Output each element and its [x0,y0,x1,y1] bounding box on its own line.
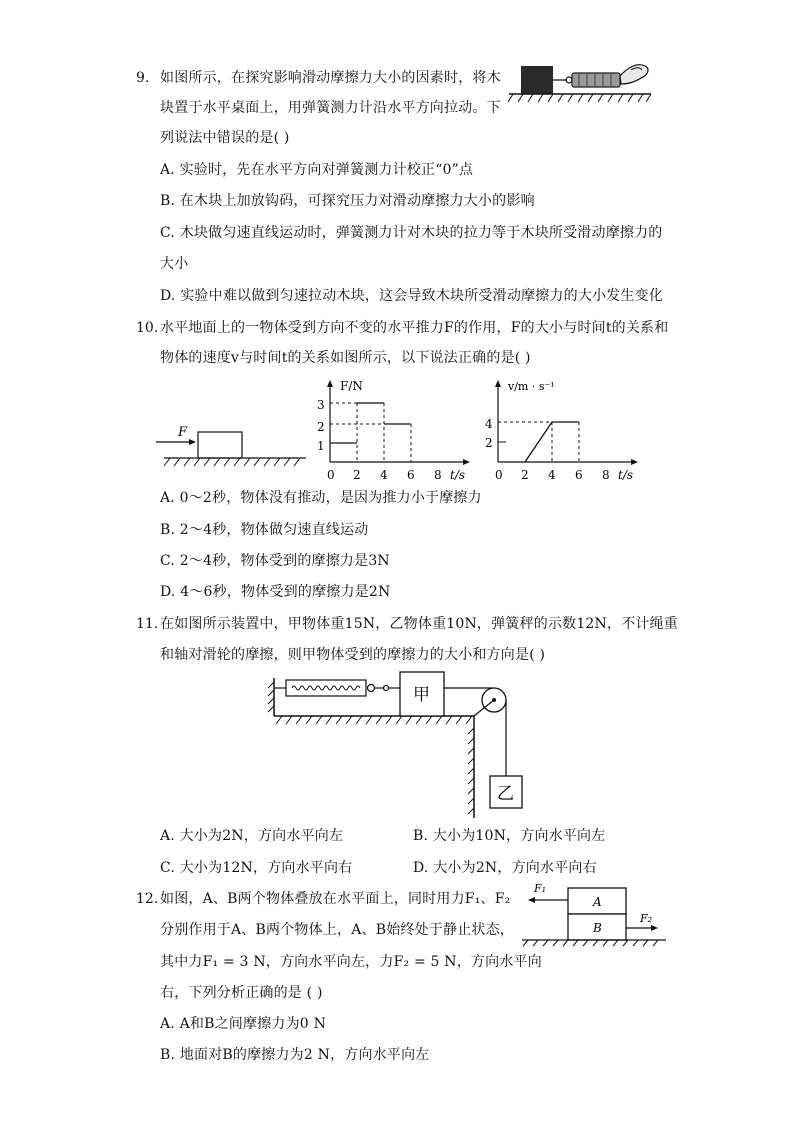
g1-xtick-2: 2 [353,468,361,482]
q10-option-c: C. 2～4秒，物体受到的摩擦力是3N [160,553,390,569]
q9-number: 9. [136,70,150,86]
q11-option-b: B. 大小为10N，方向水平向左 [413,828,606,844]
table-hatch [508,94,651,102]
label-f1: F₁ [534,882,547,895]
g1-ytick-1: 1 [317,439,325,453]
hand-icon [620,65,648,84]
q10-stem-line-1: 水平地面上的一物体受到方向不变的水平推力F的作用，F的大小与时间t的关系和 [160,320,669,336]
g1-xlabel: t/s [450,468,466,482]
g1-force-curve [330,403,411,443]
q9-figure [505,58,655,108]
q9-stem-line-1: 如图所示，在探究影响滑动摩擦力大小的因素时，将木 [160,70,501,86]
g1-ytick-3: 3 [317,398,325,412]
q11-option-d: D. 大小为2N，方向水平向右 [413,860,597,876]
q11-stem-line-1: 在如图所示装置中，甲物体重15N，乙物体重10N，弹簧秤的示数12N，不计绳重 [160,616,678,632]
q12-stem-line-1: 如图，A、B两个物体叠放在水平面上，同时用力F₁、F₂ [160,891,511,907]
q10-force-label: F [178,425,188,440]
label-b: B [593,921,602,935]
q12-stem-line-4: 右，下列分析正确的是 ( ) [160,985,323,1001]
q11-option-c: C. 大小为12N，方向水平向右 [160,860,353,876]
q12-option-a: A. A和B之间摩擦力为0 N [160,1016,327,1032]
g2-xtick-4: 4 [548,468,556,482]
q10-block-figure [150,418,310,474]
q11-number: 11. [136,616,159,632]
g1-xtick-8: 8 [434,468,442,482]
q10-option-b: B. 2～4秒，物体做匀速直线运动 [160,522,369,538]
q12-option-b: B. 地面对B的摩擦力为2 N，方向水平向左 [160,1047,430,1063]
label-a: A [593,895,602,909]
q12-stem-line-2: 分别作用于A、B两个物体上，A、B始终处于静止状态， [160,922,514,938]
g1-ylabel: F/N [340,379,363,393]
q10-stem-line-2: 物体的速度v与时间t的关系如图所示，以下说法正确的是( ) [160,350,531,366]
q12-stem-line-3: 其中力F₁ = 3 N，方向水平向左，力F₂ = 5 N，方向水平向 [160,954,542,970]
q11-option-a: A. 大小为2N，方向水平向左 [160,828,344,844]
g2-xtick-0: 0 [495,468,503,482]
q11-stem-line-2: 和轴对滑轮的摩擦，则甲物体受到的摩擦力的大小和方向是( ) [160,647,546,663]
g2-xtick-2: 2 [521,468,529,482]
q11-spring-scale [286,680,366,696]
g2-ytick-2: 2 [485,436,493,450]
label-yi: 乙 [497,784,514,804]
q9-stem-line-2: 块置于水平桌面上，用弹簧测力计沿水平方向拉动。下 [160,100,501,116]
g2-ytick-4: 4 [485,417,493,431]
q12-figure [520,878,670,948]
g2-ylabel: v/m · s⁻¹ [508,380,555,393]
q10-force-time-graph [310,378,480,488]
q9-option-c-cont: 大小 [160,256,189,272]
g1-xtick-4: 4 [380,468,388,482]
q11-figure [262,668,532,820]
q10-number: 10. [136,320,159,336]
g2-xtick-6: 6 [575,468,583,482]
q10-velocity-time-graph [478,378,648,488]
q12-number: 12. [136,891,159,907]
g2-xlabel: t/s [618,468,634,482]
q9-option-d: D. 实验中难以做到匀速拉动木块，这会导致木块所受滑动摩擦力的大小发生变化 [160,288,664,304]
q9-option-b: B. 在木块上加放钩码，可探究压力对滑动摩擦力大小的影响 [160,193,535,209]
q9-stem-line-3: 列说法中错误的是( ) [160,130,290,146]
q10-option-a: A. 0～2秒，物体没有推动，是因为推力小于摩擦力 [160,490,482,506]
wood-block [521,66,553,94]
g1-xtick-0: 0 [327,468,335,482]
g1-xtick-6: 6 [407,468,415,482]
label-f2: F₂ [640,912,653,925]
g1-ytick-2: 2 [317,420,325,434]
q9-option-a: A. 实验时，先在水平方向对弹簧测力计校正“0”点 [160,162,474,178]
q10-block [198,432,242,458]
q10-option-d: D. 4～6秒，物体受到的摩擦力是2N [160,584,391,600]
label-jia: 甲 [413,685,430,705]
g2-xtick-8: 8 [602,468,610,482]
q9-option-c: C. 木块做匀速直线运动时，弹簧测力计对木块的拉力等于木块所受滑动摩擦力的 [160,225,663,241]
